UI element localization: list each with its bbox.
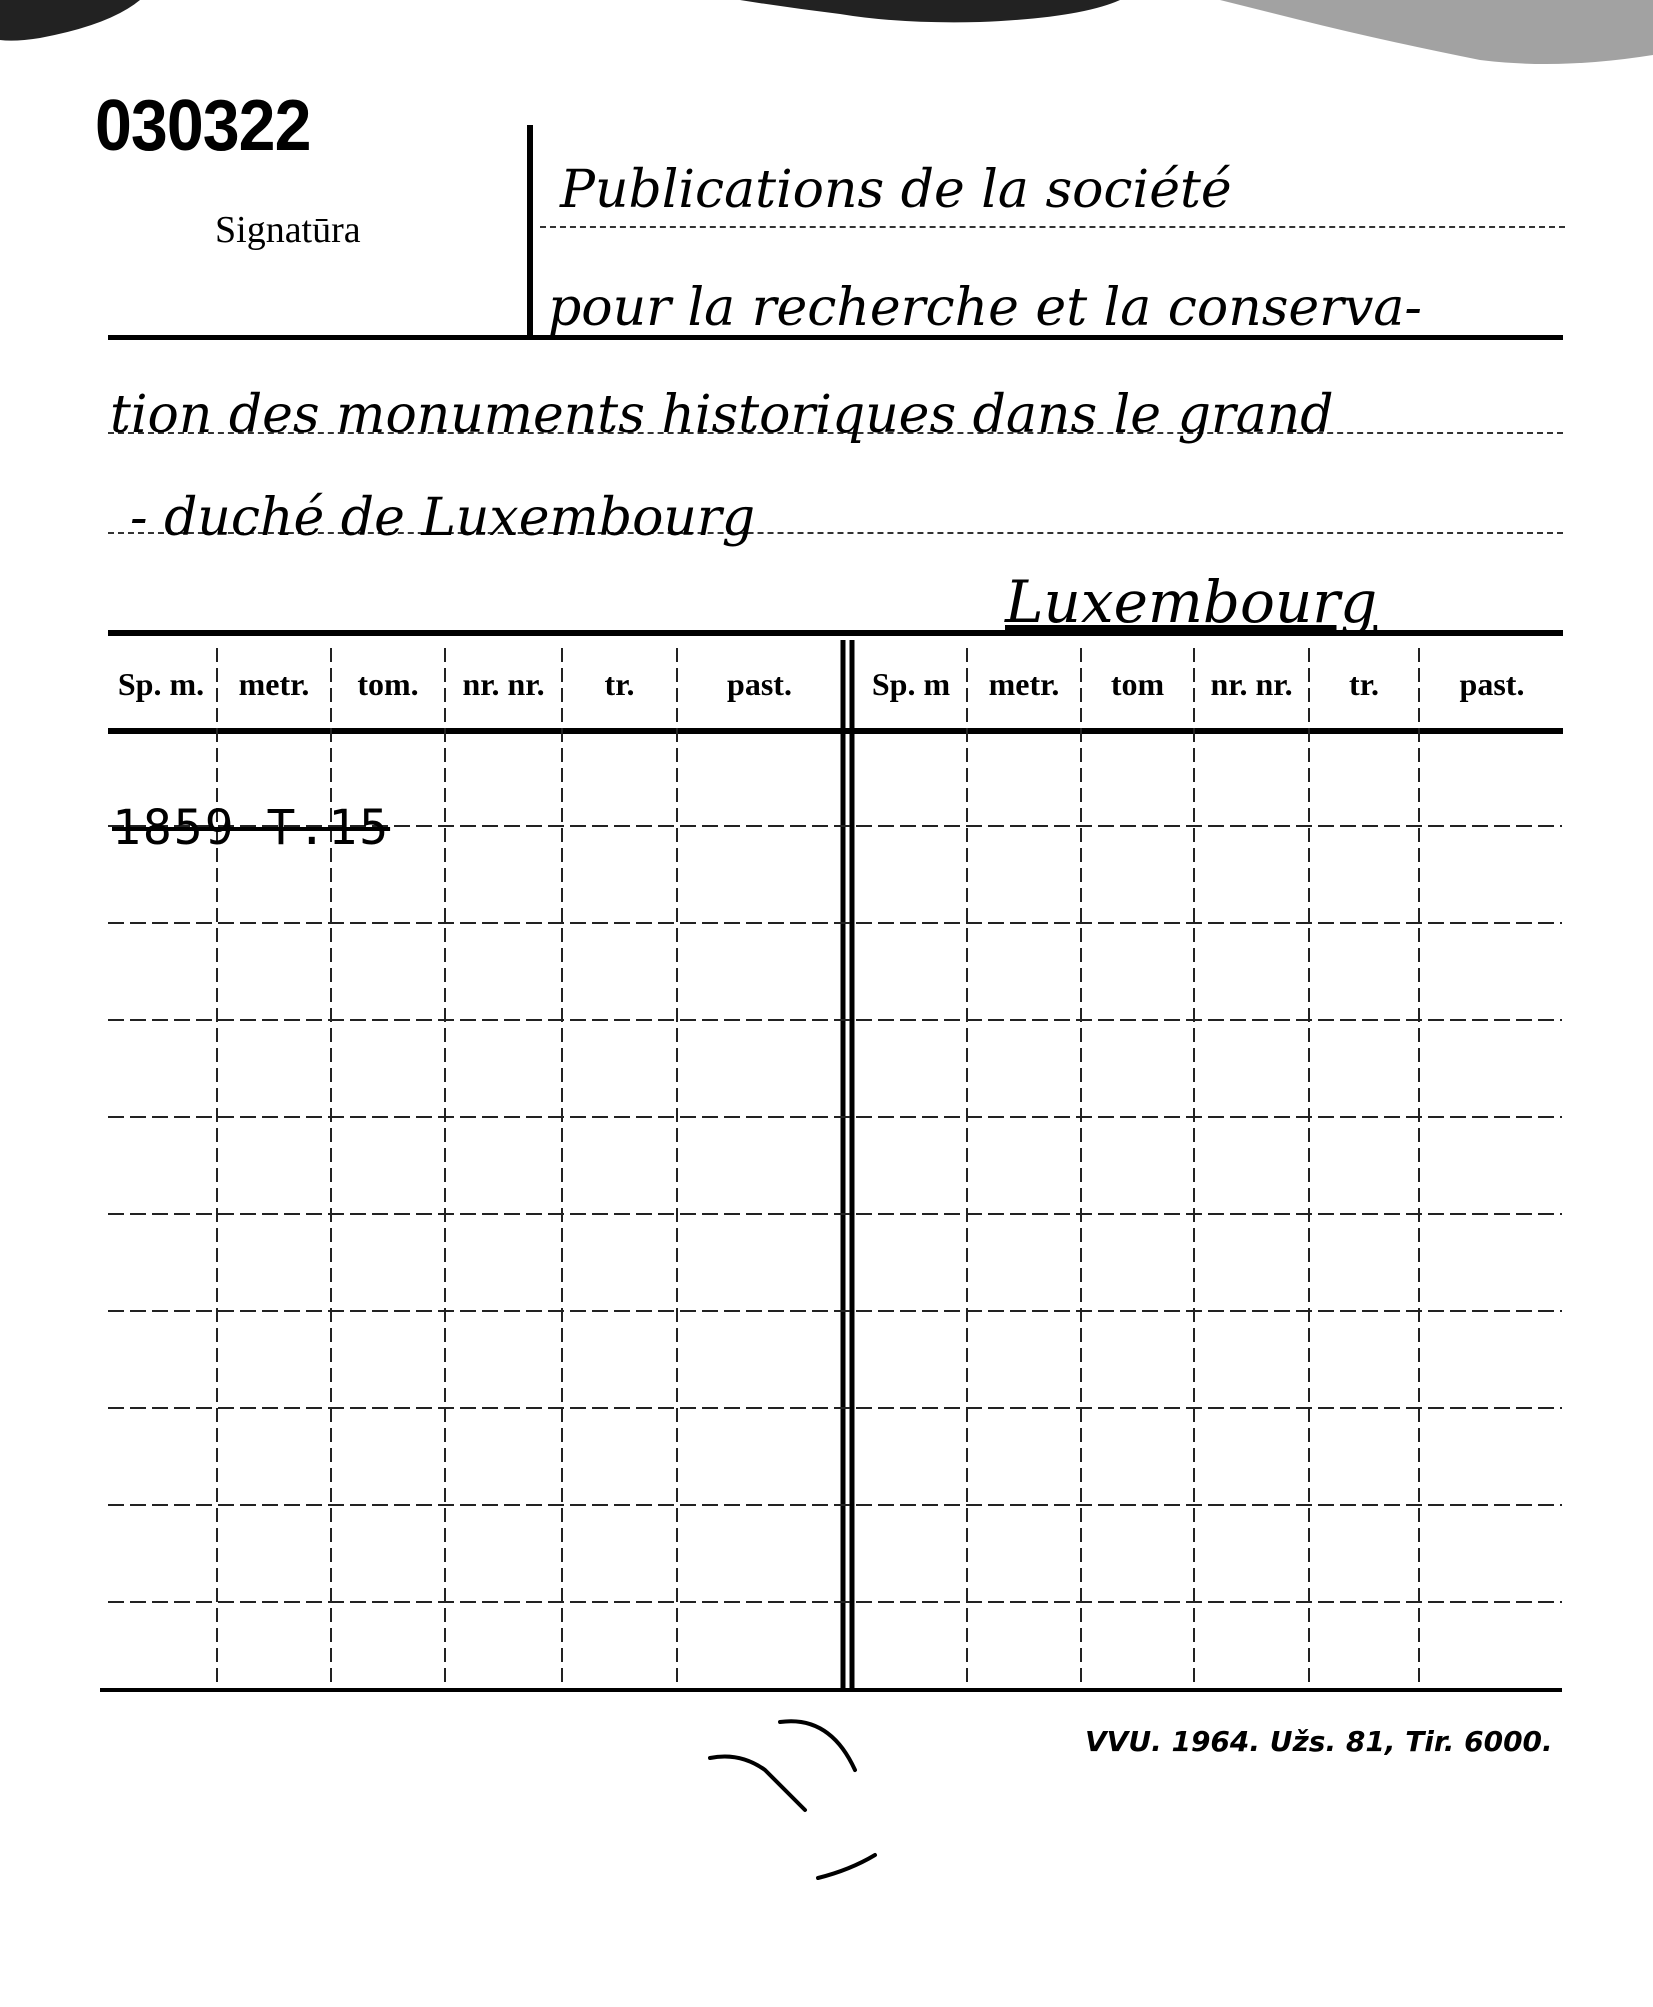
print-note: VVU. 1964. Užs. 81, Tir. 6000. <box>1085 1725 1553 1758</box>
column-header: metr. <box>238 666 310 702</box>
column-header: past. <box>1459 666 1525 702</box>
column-header: nr. nr. <box>462 666 545 702</box>
column-header: Sp. m. <box>117 666 205 702</box>
ledger-entry: 1859 T.15 <box>112 800 391 856</box>
column-header: past. <box>727 666 792 702</box>
title-line: - duché de Luxembourg <box>130 488 756 548</box>
place-name: Luxembourg <box>1005 568 1378 636</box>
column-header: metr. <box>988 666 1060 702</box>
column-header: nr. nr. <box>1210 666 1293 702</box>
column-header: Sp. m <box>871 666 951 702</box>
signatura-label: Signatūra <box>215 209 361 251</box>
title-line: tion des monuments historiques dans le grand <box>110 385 1334 445</box>
column-header: tom. <box>357 666 419 702</box>
title-line: Publications de la société <box>560 160 1232 220</box>
column-header: tr. <box>1349 666 1379 702</box>
column-header: tom <box>1110 666 1165 702</box>
catalog-number: 030322 <box>95 86 311 166</box>
column-header: tr. <box>604 666 635 702</box>
title-line: pour la recherche et la conserva- <box>548 278 1422 338</box>
